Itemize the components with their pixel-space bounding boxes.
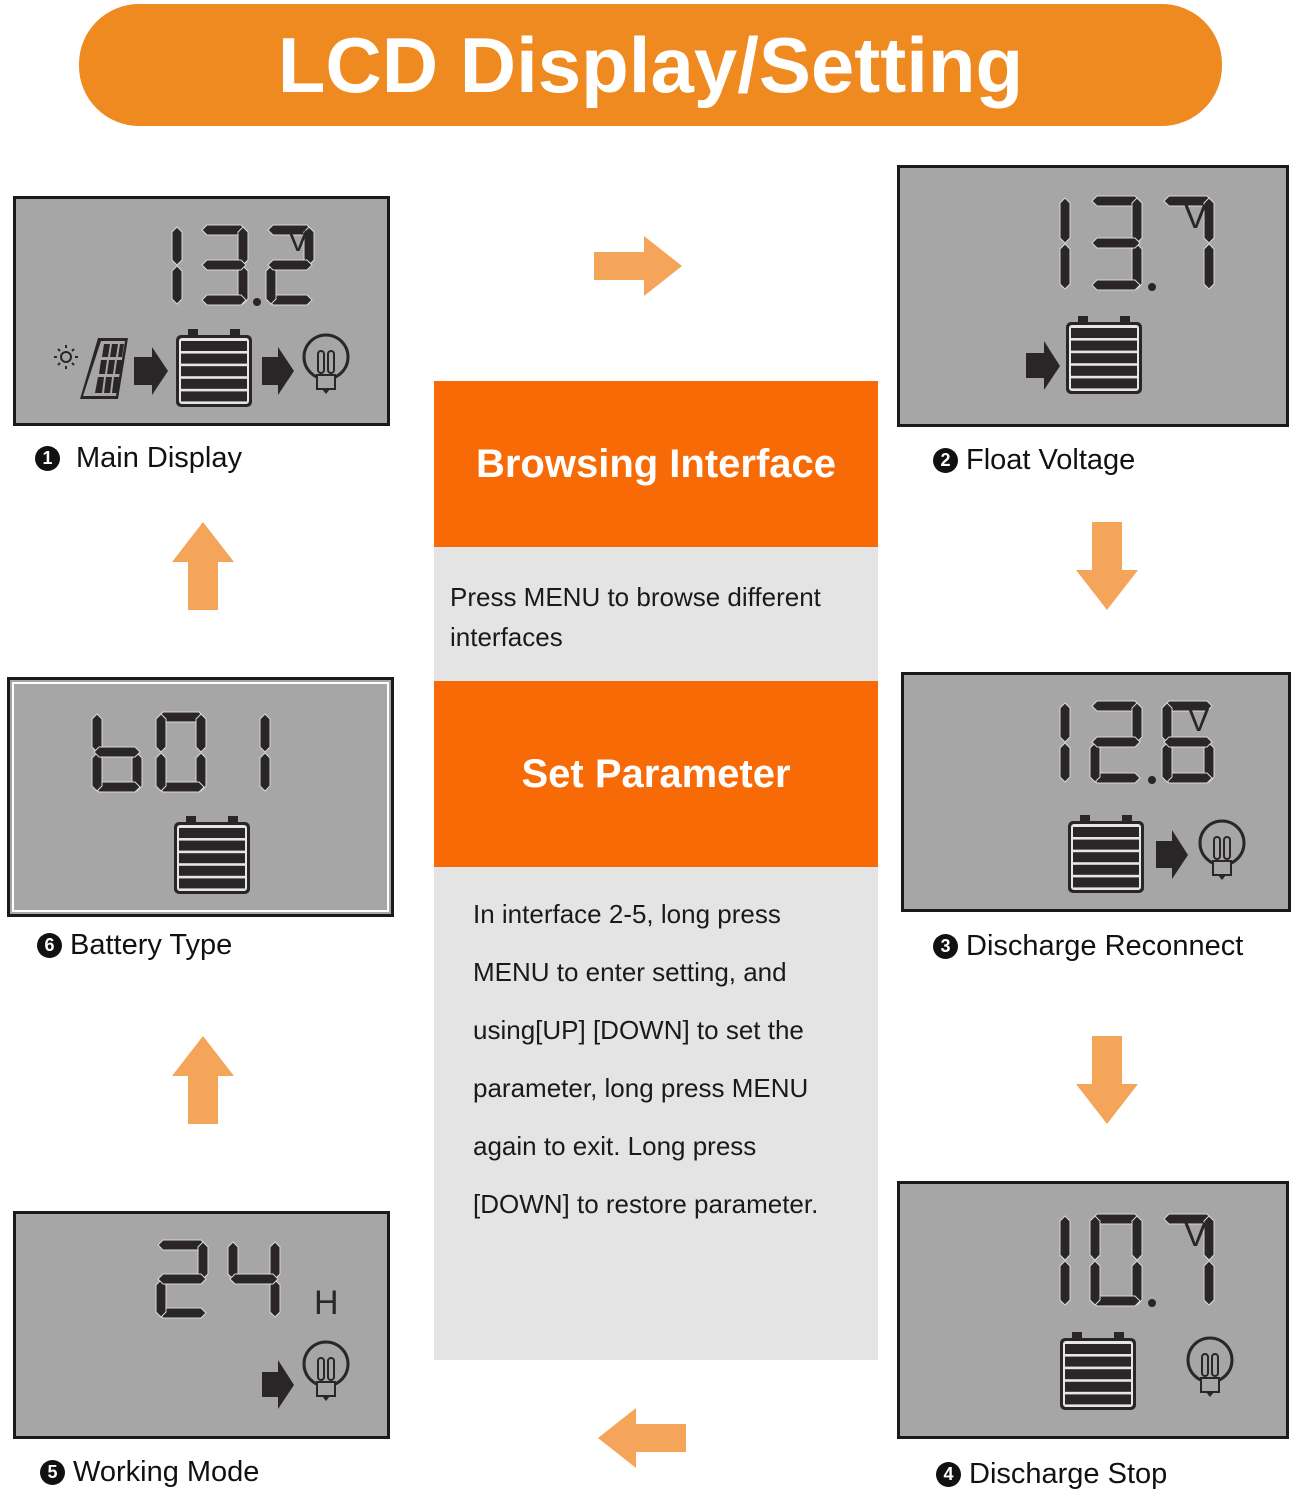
instruction-line: using[UP] [DOWN] to set the	[473, 1015, 804, 1045]
caption-float-voltage	[933, 444, 1135, 477]
browsing-interface-body	[434, 547, 878, 681]
page-title: LCD Display/Setting	[277, 21, 1024, 109]
bulb-icon	[304, 1342, 348, 1401]
battery-icon	[174, 816, 250, 894]
caption-label: Working Mode	[73, 1456, 260, 1488]
section-heading: Set Parameter	[521, 751, 791, 796]
caption-label: Main Display	[76, 442, 242, 474]
seven-segment-value	[92, 712, 270, 792]
unit-label: V	[1188, 702, 1210, 738]
caption-label: Battery Type	[70, 929, 233, 961]
lcd-screen-battery-type	[7, 677, 394, 917]
battery-icon	[1066, 316, 1142, 394]
step-number-badge: 6	[37, 933, 62, 958]
instruction-line: In interface 2-5, long press	[473, 899, 781, 929]
section-description: Press MENU to browse different interfaces	[450, 582, 821, 652]
step-number-badge: 1	[35, 446, 60, 471]
arrow-down-icon	[1076, 1036, 1138, 1126]
arrow-right-icon	[134, 347, 168, 395]
arrow-up-icon	[172, 522, 234, 612]
seven-segment-value	[156, 1240, 280, 1318]
lcd-content	[16, 199, 387, 423]
battery-icon	[1060, 1332, 1136, 1410]
lcd-content	[900, 1184, 1286, 1436]
lcd-screen-discharge-reconnect	[901, 672, 1291, 912]
solar-panel-icon	[80, 338, 128, 399]
arrow-right-icon	[262, 1360, 294, 1409]
lcd-screen-main-display	[13, 196, 390, 426]
step-number-badge: 3	[933, 934, 958, 959]
browsing-interface-header	[434, 381, 878, 547]
arrow-down-icon	[1076, 522, 1138, 612]
set-parameter-header	[434, 681, 878, 867]
lcd-content	[904, 675, 1288, 909]
arrow-up-icon	[172, 1036, 234, 1126]
instruction-line: [DOWN] to restore parameter.	[473, 1189, 819, 1219]
section-heading: Browsing Interface	[475, 441, 837, 486]
title-banner	[79, 4, 1222, 126]
unit-label: V	[288, 225, 309, 258]
caption-discharge-stop	[936, 1458, 1167, 1491]
arrow-right-icon	[594, 236, 684, 298]
caption-label: Discharge Stop	[969, 1458, 1168, 1490]
lcd-screen-float-voltage	[897, 165, 1289, 427]
caption-label: Discharge Reconnect	[966, 930, 1244, 962]
set-parameter-body	[434, 867, 878, 1360]
instruction-line: again to exit. Long press	[473, 1131, 757, 1161]
lcd-screen-discharge-stop	[897, 1181, 1289, 1439]
step-number-badge: 5	[40, 1460, 65, 1485]
arrow-right-icon	[262, 347, 294, 395]
lcd-content	[16, 1214, 387, 1436]
battery-icon	[176, 329, 252, 407]
bulb-icon	[304, 335, 348, 394]
caption-discharge-reconnect	[933, 930, 1243, 963]
bulb-icon	[1200, 821, 1244, 880]
lcd-content	[10, 680, 391, 914]
lcd-content	[900, 168, 1286, 424]
instruction-line: parameter, long press MENU	[473, 1073, 809, 1103]
bulb-icon	[1188, 1338, 1232, 1397]
caption-main-display	[35, 442, 242, 475]
caption-label: Float Voltage	[966, 444, 1136, 476]
lcd-screen-working-mode	[13, 1211, 390, 1439]
step-number-badge: 2	[933, 448, 958, 473]
arrow-right-icon	[1156, 830, 1188, 879]
unit-label: V	[1184, 1216, 1207, 1254]
unit-label: V	[1184, 198, 1207, 236]
unit-label: H	[314, 1284, 339, 1322]
arrow-right-icon	[1026, 341, 1060, 390]
arrow-left-icon	[598, 1408, 688, 1470]
caption-working-mode	[40, 1456, 259, 1489]
step-number-badge: 4	[936, 1462, 961, 1487]
instruction-line: MENU to enter setting, and	[473, 957, 787, 987]
sun-icon	[54, 345, 78, 369]
battery-icon	[1068, 815, 1144, 893]
caption-battery-type	[37, 929, 232, 962]
